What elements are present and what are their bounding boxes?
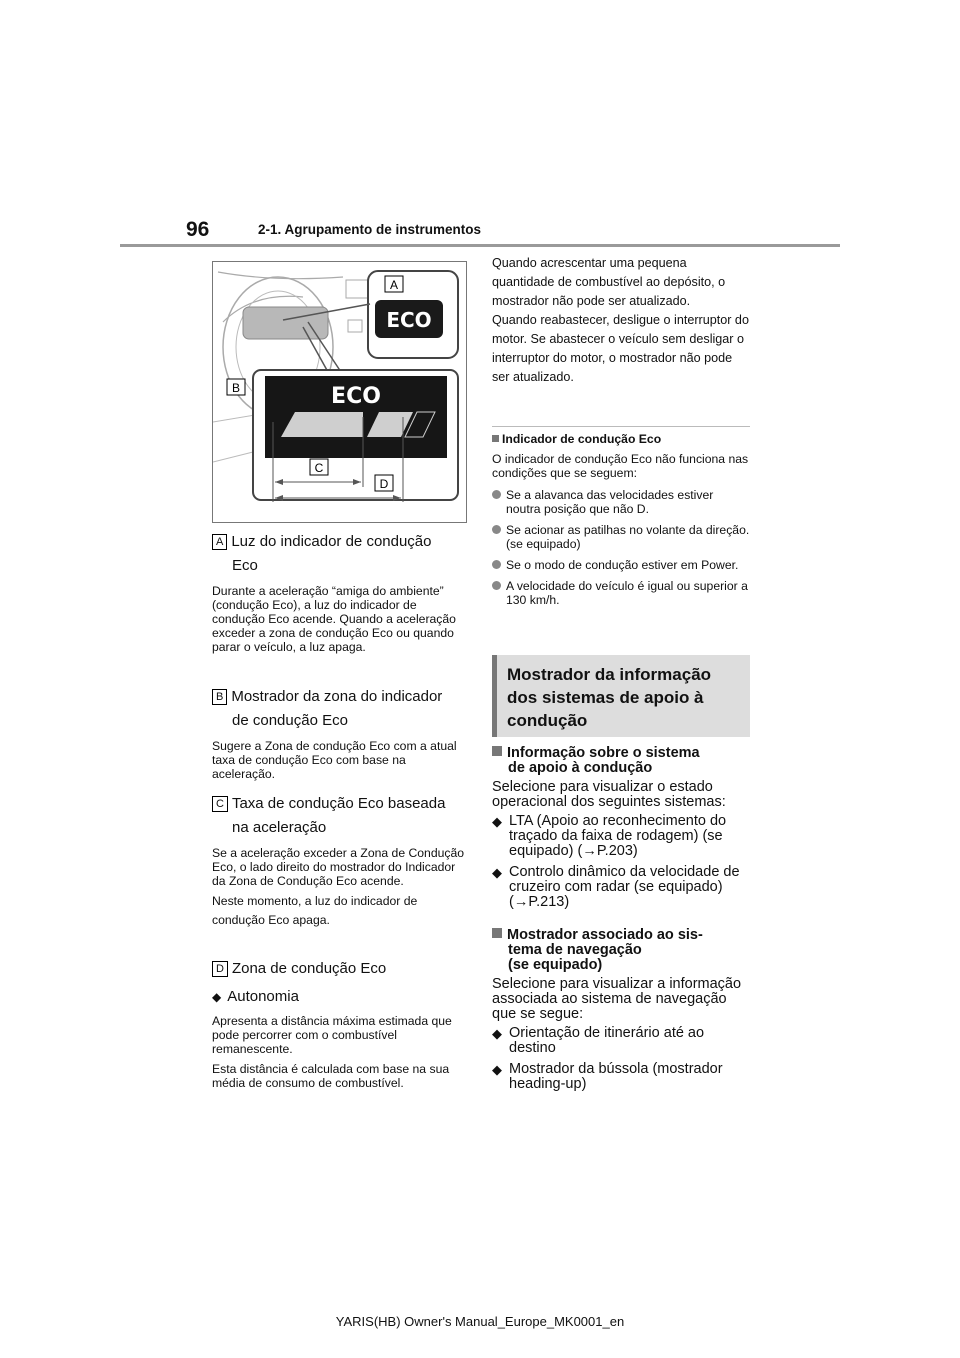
- figure-label-c: C: [314, 461, 324, 475]
- nav-section: [492, 928, 750, 1098]
- entry-d-title: Zona de condução Eco: [231, 960, 387, 977]
- autonomia-desc-2: Esta distância é calculada com base na sua média de consumo de combustível.: [212, 1062, 450, 1090]
- diamond-icon: ◆: [492, 814, 502, 829]
- entry-c-desc2: Neste momento, a luz do indicador de condução Eco apaga.: [212, 894, 418, 927]
- figure-label-d: D: [379, 477, 389, 491]
- entry-c-desc: Se a aceleração exceder a Zona de Condução Eco, o lado direito do mostrador do Indicador da Zona de Condução Eco acende.: [212, 846, 465, 888]
- entry-d: [212, 957, 467, 981]
- label-b: B: [212, 689, 227, 705]
- entry-b: [212, 685, 467, 781]
- circle-bullet-icon: [492, 490, 501, 499]
- nav-heading-1: Mostrador associado ao sis-: [507, 927, 703, 943]
- box-title-2: dos sistemas de apoio à: [507, 688, 704, 707]
- box-title-3: condução: [507, 711, 588, 730]
- entry-b-title-1: Mostrador da zona do indicador: [231, 688, 443, 705]
- circle-bullet-icon: [492, 560, 501, 569]
- label-a: A: [212, 534, 227, 550]
- entry-a-title-2: Eco: [232, 557, 258, 574]
- box-title-1: Mostrador da informação: [507, 665, 712, 684]
- entry-b-desc: Sugere a Zona de condução Eco com a atual taxa de condução Eco com base na aceleração.: [212, 739, 457, 781]
- fuel-note-2: Quando reabastecer, desligue o interruptor do motor. Se abastecer o veículo sem desligar o interruptor do motor, o mostrador não pode ser atualizado.: [492, 313, 749, 384]
- list-item: ◆ Controlo dinâmico da velocidade de cruzeiro com radar (se equipado) (→P.213): [492, 864, 740, 910]
- square-bullet-icon: [492, 435, 499, 442]
- autonomia-desc-1: Apresenta a distância máxima estimada que pode percorrer com o combustível remanescente.: [212, 1014, 452, 1056]
- info-heading-1: Informação sobre o sistema: [507, 745, 700, 761]
- page-number: 96: [186, 218, 210, 241]
- list-item: ◆ LTA (Apoio ao reconhecimento do traçado da faixa de rodagem) (se equipado) (→P.203): [492, 813, 727, 859]
- entry-a: [212, 530, 467, 654]
- square-bullet-icon: [492, 746, 502, 756]
- list-item: ◆ Mostrador da bússola (mostrador heading-up): [492, 1061, 723, 1092]
- list-item: Se o modo de condução estiver em Power.: [492, 558, 750, 572]
- list-item: ◆ Orientação de itinerário até ao destino: [492, 1025, 705, 1056]
- info-intro: Selecione para visualizar o estado operacional dos seguintes sistemas:: [492, 779, 726, 810]
- figure-label-b: B: [231, 381, 241, 395]
- list-item: Se a alavanca das velocidades estiver noutra posição que não D.: [492, 488, 750, 516]
- label-d: D: [212, 961, 228, 977]
- square-bullet-icon: [492, 928, 502, 938]
- figure-label-a: A: [389, 278, 399, 292]
- list-item: A velocidade do veículo é igual ou superior a 130 km/h.: [492, 579, 750, 607]
- entry-a-desc: Durante a aceleração “amiga do ambiente” (condução Eco), a luz do indicador de condução Eco acende. Quando a aceleração exceder a zona de condução Eco ou quando parar o veículo, a luz apaga.: [212, 584, 456, 654]
- entry-c-title-2: na aceleração: [232, 819, 327, 836]
- autonomia-entry: [212, 986, 467, 1090]
- eco-lamp-text: ECO: [386, 308, 432, 332]
- entry-c: [212, 792, 467, 930]
- eco-conditions-list: [492, 488, 750, 607]
- entry-a-title-1: Luz do indicador de condução: [231, 533, 432, 550]
- autonomia-title: Autonomia: [227, 988, 299, 1005]
- circle-bullet-icon: [492, 581, 501, 590]
- entry-c-title-1: Taxa de condução Eco baseada: [231, 795, 446, 812]
- list-item: Se acionar as patilhas no volante da direção. (se equipado): [492, 523, 750, 551]
- dashboard-illustration: [213, 262, 466, 522]
- info-heading-2: de apoio à condução: [508, 760, 653, 776]
- diamond-icon: ◆: [492, 1062, 502, 1077]
- diamond-icon: ◆: [492, 865, 502, 880]
- section-title: 2-1. Agrupamento de instrumentos: [258, 222, 482, 237]
- info-section: [492, 746, 750, 916]
- nav-list: [492, 1026, 750, 1092]
- entry-b-title-2: de condução Eco: [232, 712, 348, 729]
- fuel-note: [492, 254, 750, 387]
- circle-bullet-icon: [492, 525, 501, 534]
- eco-zone-text: ECO: [331, 384, 381, 409]
- label-c: C: [212, 796, 228, 812]
- eco-heading: Indicador de condução Eco: [502, 432, 662, 446]
- eco-indicator-section: [492, 432, 750, 614]
- nav-heading-3: (se equipado): [508, 957, 603, 973]
- nav-heading-2: tema de navegação: [508, 942, 642, 958]
- header-rule: [120, 244, 840, 247]
- nav-intro: Selecione para visualizar a informação associada ao sistema de navegação que se segue:: [492, 976, 742, 1022]
- fuel-note-1: Quando acrescentar uma pequena quantidade de combustível ao depósito, o mostrador não pode ser atualizado.: [492, 256, 726, 308]
- eco-intro: O indicador de condução Eco não funciona nas condições que se seguem:: [492, 452, 749, 480]
- eco-indicator-figure: [212, 261, 467, 523]
- diamond-icon: ◆: [492, 1026, 502, 1041]
- footer: YARIS(HB) Owner's Manual_Europe_MK0001_en: [335, 1314, 625, 1329]
- divider: [492, 426, 750, 427]
- section-box: [492, 655, 750, 737]
- info-list: [492, 814, 750, 910]
- diamond-icon: ◆: [212, 990, 222, 1004]
